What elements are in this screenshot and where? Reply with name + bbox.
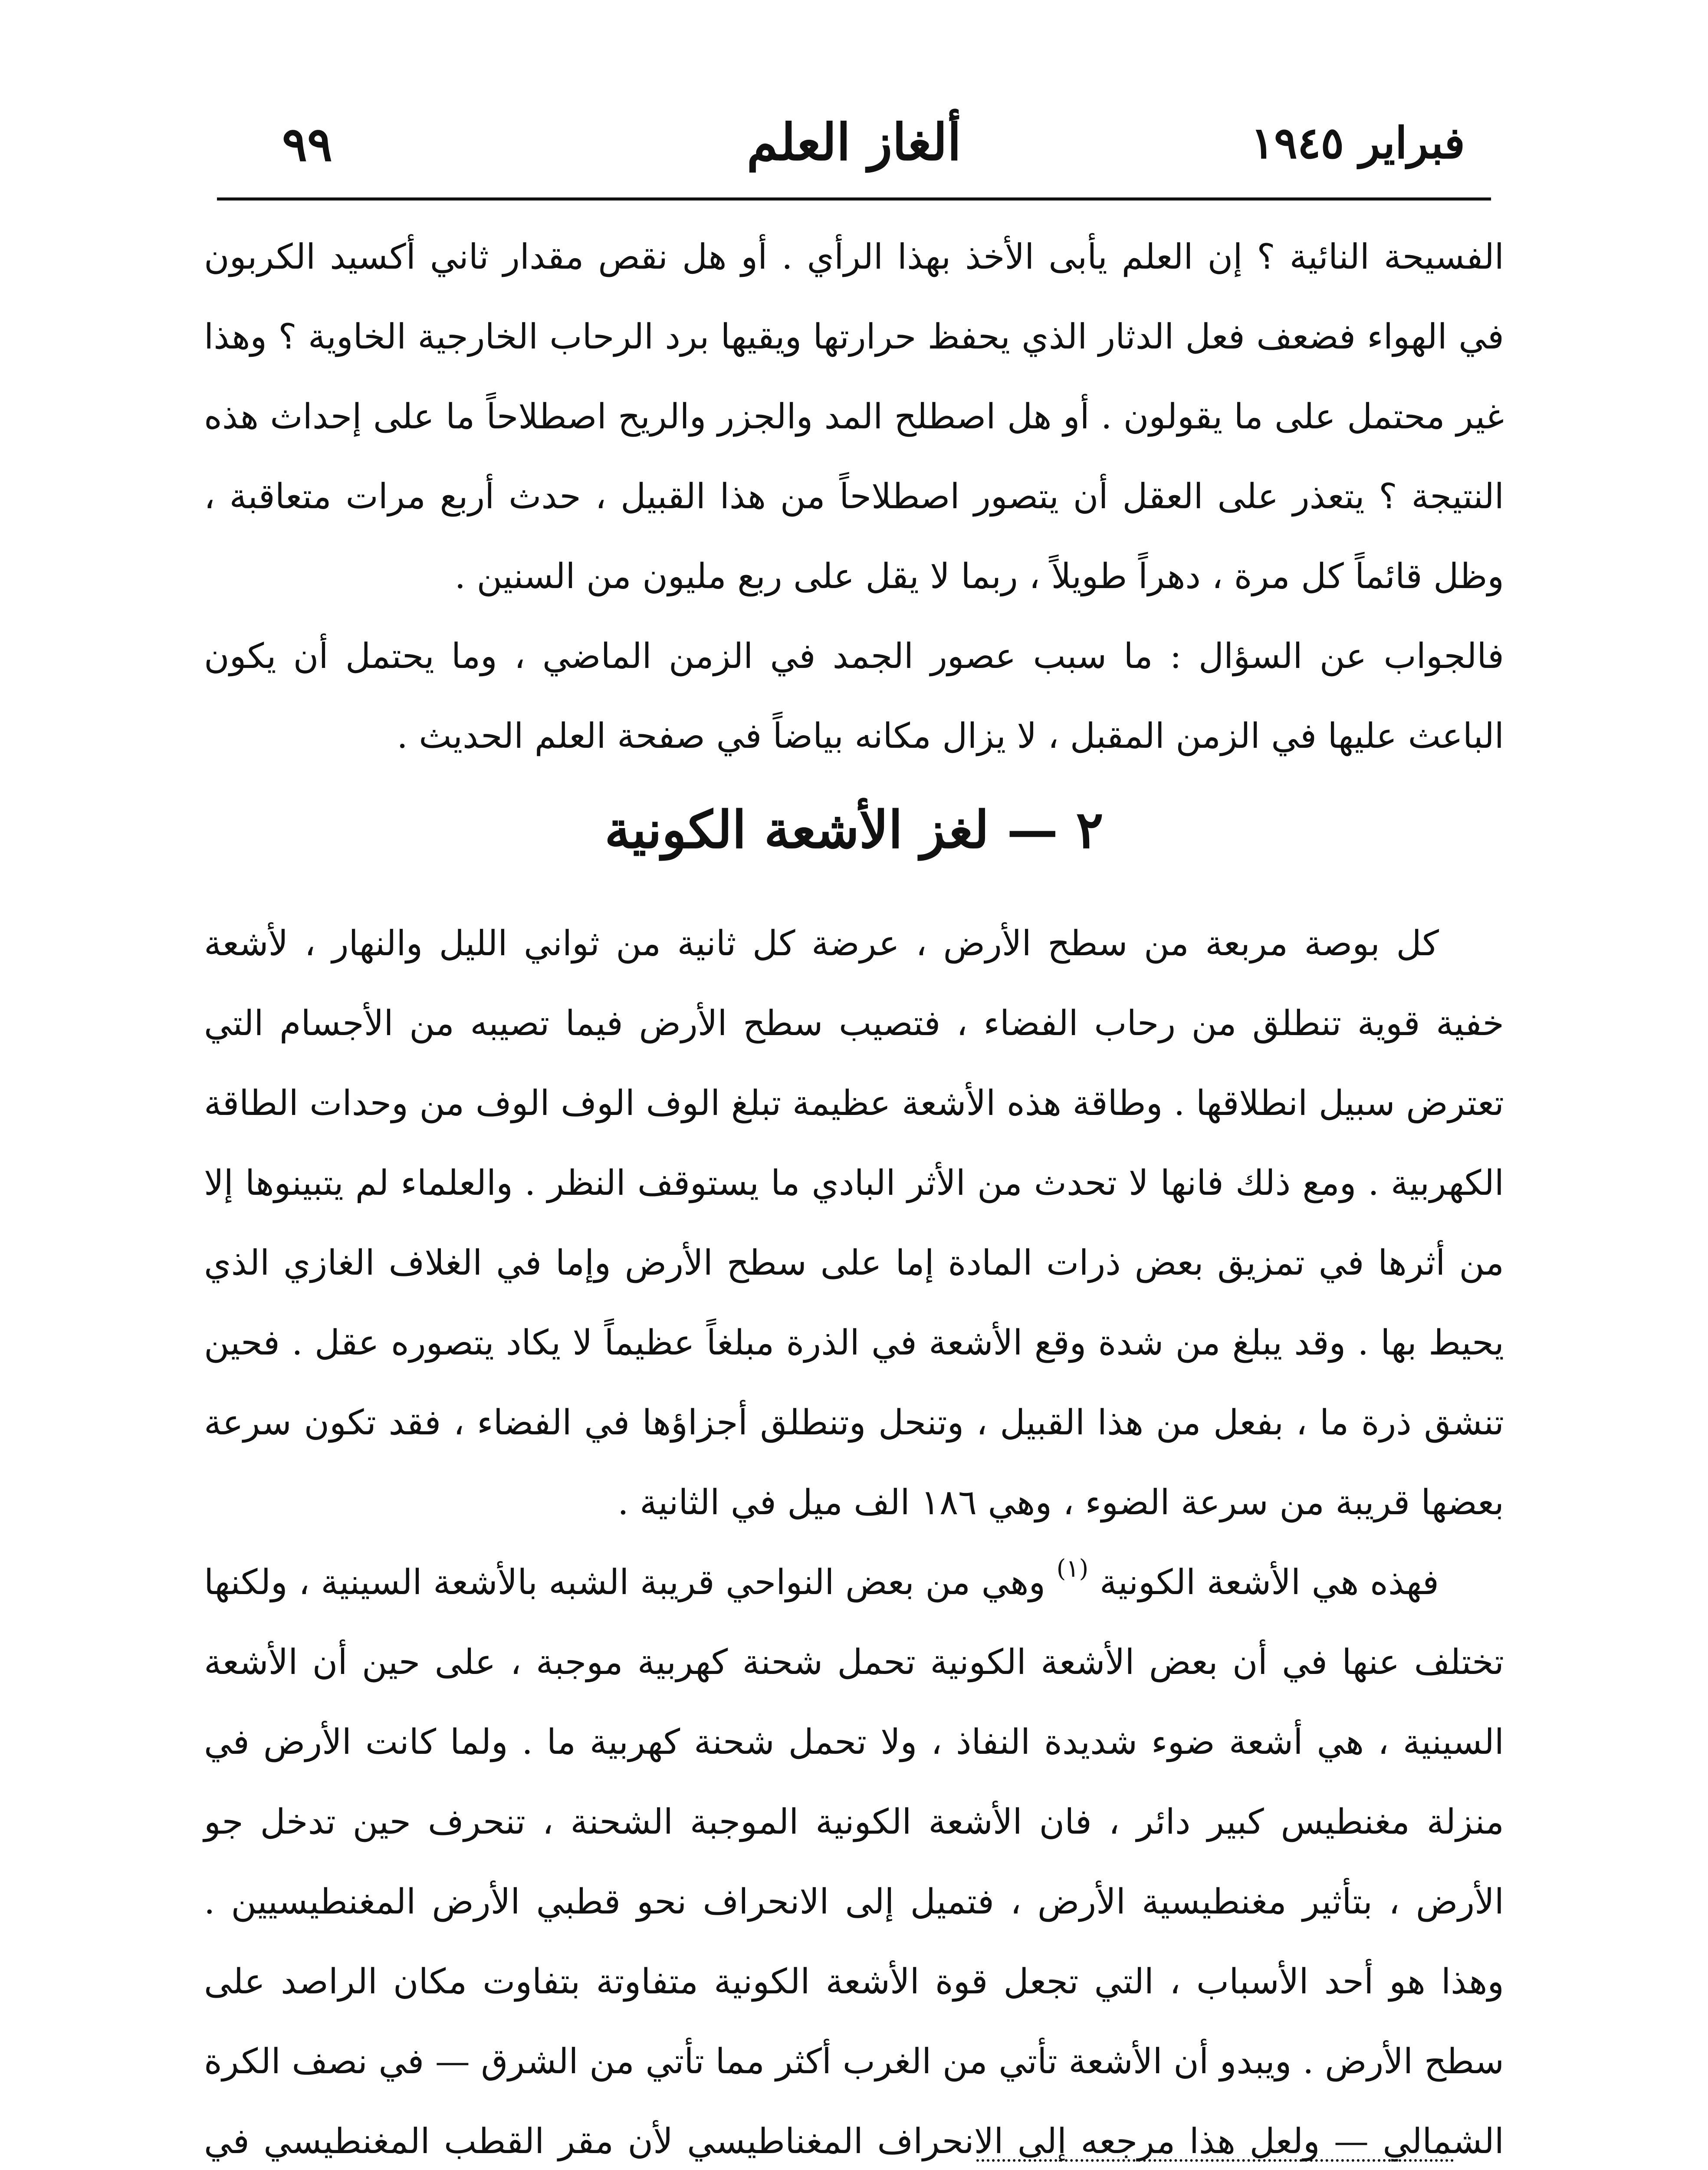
running-header — [243, 100, 1465, 187]
page-number: ٩٩ — [282, 117, 333, 172]
paragraph-cosmic-rays-intro: كل بوصة مربعة من سطح الأرض ، عرضة كل ثانية من ثواني الليل والنهار ، لأشعة خفية قوية تنطلق من رحاب الفضاء ، فتصيب سطح الأرض فيما تصيبه من الأجسام التي تعترض سبيل انطلاقها . وطاقة هذه الأشعة عظيمة تبلغ الوف الوف الوف من وحدات الطاقة الكهربية . ومع ذلك فانها لا تحدث من الأثر البادي ما يستوقف النظر . والعلماء لم يتبينوها إلا من أثرها في تمزيق بعض ذرات المادة إما على سطح الأرض وإما في الغلاف الغازي الذي يحيط بها . وقد يبلغ من شدة وقع الأشعة في الذرة مبلغاً عظيماً لا يكاد يتصوره عقل . فحين تنشق ذرة ما ، بفعل من هذا القبيل ، وتنحل وتنطلق أجزاؤها في الفضاء ، فقد تكون سرعة بعضها قريبة من سرعة الضوء ، وهي ١٨٦ الف ميل في الثانية . — [204, 923, 1504, 1522]
paragraph-answer: فالجواب عن السؤال : ما سبب عصور الجمد في الزمن الماضي ، وما يحتمل أن يكون الباعث عليها في الزمن المقبل ، لا يزال مكانه بياضاً في صفحة العلم الحديث . — [204, 636, 1504, 756]
section-heading: ٢ — لغز الأشعة الكونية — [604, 799, 1104, 860]
paragraph-text-start: فهذه هي الأشعة الكونية — [1099, 1562, 1439, 1602]
footnote-divider — [976, 2159, 1454, 2162]
paragraph-continued: الفسيحة النائية ؟ إن العلم يأبى الأخذ بهذا الرأي . أو هل نقص مقدار ثاني أكسيد الكربون في الهواء فضعف فعل الدثار الذي يحفظ حرارتها ويقيها برد الرحاب الخارجية الخاوية ؟ وهذا غير محتمل على ما يقولون . أو هل اصطلح المد والجزر والريح اصطلاحاً ما على إحداث هذه النتيجة ؟ يتعذر على العقل أن يتصور اصطلاحاً من هذا القبيل ، حدث أربع مرات متعاقبة ، وظل قائماً كل مرة ، دهراً طويلاً ، ربما لا يقل على ربع مليون من السنين . — [204, 237, 1504, 596]
header-rule — [217, 197, 1491, 201]
paragraph-text-rest: وهي من بعض النواحي قريبة الشبه بالأشعة السينية ، ولكنها تختلف عنها في أن بعض الأشعة الكونية تحمل شحنة كهربية موجبة ، على حين أن الأشعة السينية ، هي أشعة ضوء شديدة النفاذ ، ولا تحمل شحنة كهربية ما . ولما كانت الأرض في منزلة مغنطيس كبير دائر ، فان الأشعة الكونية الموجبة الشحنة ، تنحرف حين تدخل جو الأرض ، بتأثير مغنطيسية الأرض ، فتميل إلى الانحراف نحو قطبي الأرض المغنطيسيين . وهذا هو أحد الأسباب ، التي تجعل قوة الأشعة الكونية متفاوتة بتفاوت مكان الراصد على سطح الأرض . ويبدو أن الأشعة تأتي من الغرب أكثر مما تأتي من الشرق — في نصف الكرة الشمالي — ولعل هذا مرجعه إلى الانحراف المغناطيسي لأن مقر القطب المغنطيسي في — [204, 1562, 1504, 2161]
running-title: ألغاز العلم — [746, 113, 962, 172]
footnote-reference[interactable]: (١) — [1056, 1555, 1089, 1583]
article-body — [204, 217, 1504, 2170]
issue-date: فبراير ١٩٤٥ — [1251, 117, 1465, 168]
paragraph-cosmic-rays-properties — [204, 1542, 1504, 2170]
